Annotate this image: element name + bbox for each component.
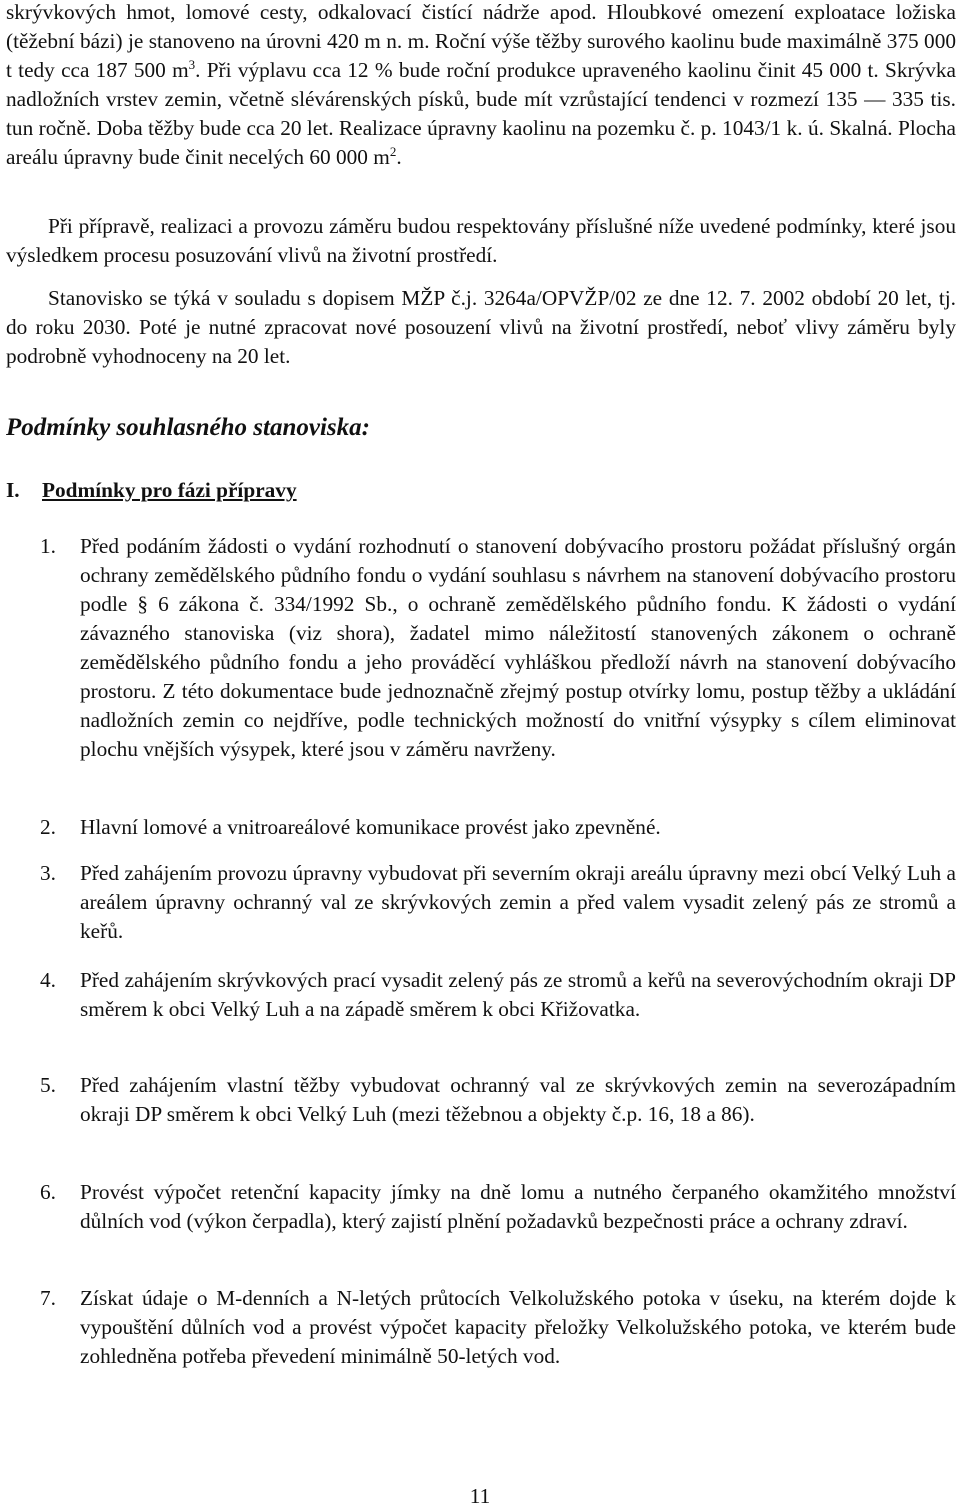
intro-text-part1: skrývkových hmot, lomové cesty, odkalovací čistící nádrže apod. Hloubkové omezení exploatace ložiska (těžební bázi) je stanoveno na úrovni 420 m n. m. Roční výše těžby surového kaolinu bude maximálně 375 000 t tedy cca 187 500 m [6,0,956,82]
condition-text: Před zahájením skrývkových prací vysadit zelený pás ze stromů a keřů na severovýchodním okraji DP směrem k obci Velký Luh a na západě směrem k obci Křižovatka. [80,968,956,1021]
condition-item-1 [6,532,956,764]
condition-text: Před zahájením vlastní těžby vybudovat ochranný val ze skrývkových zemin na severozápadním okraji DP směrem k obci Velký Luh (mezi těžebnou a objekty č.p. 16, 18 a 86). [80,1073,956,1126]
condition-number: 6. [40,1180,56,1204]
paragraph-validity: Stanovisko se týká v souladu s dopisem MŽP č.j. 3264a/OPVŽP/02 ze dne 12. 7. 2002 období 20 let, tj. do roku 2030. Poté je nutné zpracovat nové posouzení vlivů na životní prostředí, neboť vlivy záměru byly podrobně vyhodnoceny na 20 let. [6,286,956,368]
page-number: 11 [469,1484,491,1508]
condition-number: 4. [40,968,56,992]
section-number: I. [6,478,20,502]
condition-text: Před podáním žádosti o vydání rozhodnutí o stanovení dobývacího prostoru požádat příslušný orgán ochrany zemědělského půdního fondu o vydání souhlasu s návrhem na stanovení dobývacího prostoru podle § 6 zákona č. 334/1992 Sb., o ochraně zemědělského půdního fondu. K žádosti o vydání závazného stanoviska (viz shora), žadatel mimo náležitostí stanovených zákonem o ochraně zemědělského půdního fondu a jeho prováděcí vyhláškou předloží návrh na stanovení dobývacího prostoru. Z této dokumentace bude jednoznačně zřejmý postup otvírky lomu, postup těžby a ukládání nadložních zemin co nejdříve, podle technických možností do vnitřní výsypky s cílem eliminovat plochu vnějších výsypek, které jsou v záměru navrženy. [80,534,956,761]
condition-item-6 [6,1178,956,1236]
condition-text: Před zahájením provozu úpravny vybudovat při severním okraji areálu úpravny mezi obcí Velký Luh a areálem úpravny ochranný val ze skrývkových zemin a před valem vysadit zelený pás ze stromů a keřů. [80,861,956,943]
condition-number: 2. [40,815,56,839]
condition-item-4 [6,966,956,1024]
condition-item-5 [6,1071,956,1129]
section-heading [6,478,297,503]
condition-number: 5. [40,1073,56,1097]
intro-text-part3: . [396,145,402,169]
intro-text-part2: . Při výplavu cca 12 % bude roční produkce upraveného kaolinu činit 45 000 t. Skrývka nadložních vrstev zemin, včetně slévárenských písků, bude mít vzrůstající tendenci v rozmezí 135 — 335 tis. tun ročně. Doba těžby bude cca 20 let. Realizace úpravny kaolinu na pozemku č. p. 1043/1 k. ú. Skalná. Plocha areálu úpravny bude činit necelých 60 000 m [6,58,956,169]
condition-number: 7. [40,1286,56,1310]
condition-text: Získat údaje o M-denních a N-letých průtocích Velkolužského potoka v úseku, na kterém dojde k vypouštění důlních vod a provést výpočet kapacity přeložky Velkolužského potoka, ve kterém bude zohledněna potřeba převedení minimálně 50-letých vod. [80,1286,956,1368]
intro-superscript-square: 2 [389,143,397,159]
condition-item-7 [6,1284,956,1371]
conditions-heading: Podmínky souhlasného stanoviska: [6,414,370,441]
condition-number: 1. [40,534,56,558]
condition-item-3 [6,859,956,946]
intro-paragraph [6,0,956,172]
condition-text: Provést výpočet retenční kapacity jímky na dně lomu a nutného čerpaného okamžitého množství důlních vod (výkon čerpadla), který zajistí plnění požadavků bezpečnosti práce a ochrany zdraví. [80,1180,956,1233]
condition-text: Hlavní lomové a vnitroareálové komunikace provést jako zpevněné. [80,815,661,839]
intro-superscript-cubic: 3 [188,56,196,72]
section-title: Podmínky pro fázi přípravy [42,478,297,502]
condition-number: 3. [40,861,56,885]
condition-item-2 [6,813,956,842]
paragraph-conditions-intro: Při přípravě, realizaci a provozu záměru budou respektovány příslušné níže uvedené podmínky, které jsou výsledkem procesu posuzování vlivů na životní prostředí. [6,214,956,267]
